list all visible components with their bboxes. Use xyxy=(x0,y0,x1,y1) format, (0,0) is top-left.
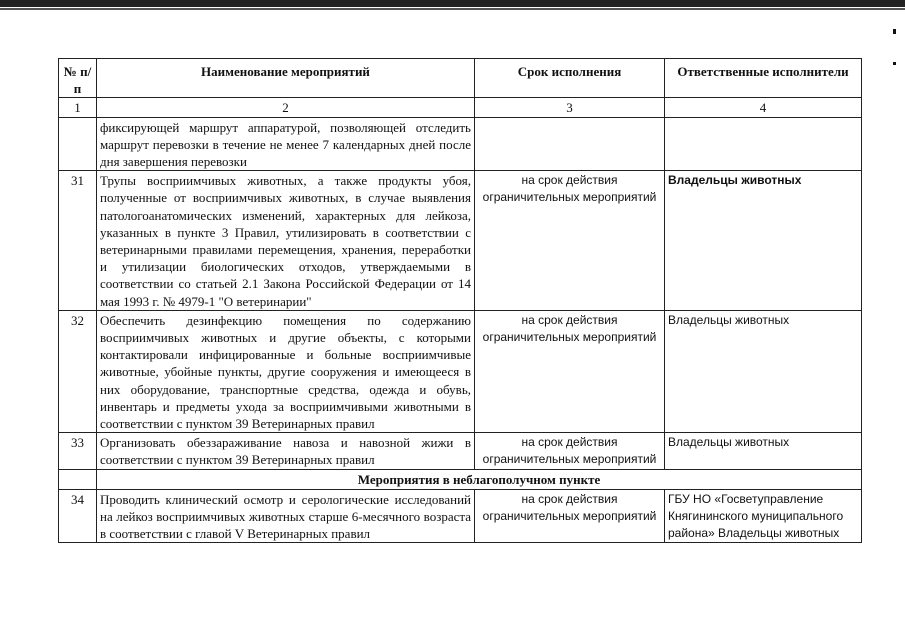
section-num-cell xyxy=(59,469,97,489)
table-header-row xyxy=(59,59,862,98)
col-number: 3 xyxy=(475,98,665,117)
table-row xyxy=(59,433,862,469)
section-title: Мероприятия в неблагополучном пункте xyxy=(97,469,862,489)
table-row xyxy=(59,310,862,432)
header-term: Срок исполнения xyxy=(475,59,665,98)
header-name: Наименование мероприятий xyxy=(97,59,475,98)
scan-mark xyxy=(893,62,896,65)
scan-top-border xyxy=(0,0,905,7)
measures-table xyxy=(58,58,862,543)
row-responsible: ГБУ НО «Госветуправление Княгининского муниципального района» Владельцы животных xyxy=(665,489,862,543)
row-num: 33 xyxy=(59,433,97,469)
table-row xyxy=(59,171,862,311)
row-num: 34 xyxy=(59,489,97,543)
col-number: 2 xyxy=(97,98,475,117)
row-measure: Проводить клинический осмотр и серологические исследований на лейкоз восприимчивых животных старше 6-месячного возраста в соответствии с главой V Ветеринарных правил xyxy=(97,489,475,543)
section-row xyxy=(59,469,862,489)
col-number: 4 xyxy=(665,98,862,117)
header-responsible: Ответственные исполнители xyxy=(665,59,862,98)
row-responsible xyxy=(665,117,862,171)
table-row xyxy=(59,117,862,171)
row-term: на срок действия ограничительных мероприятий xyxy=(475,433,665,469)
row-num xyxy=(59,117,97,171)
row-num: 31 xyxy=(59,171,97,311)
row-measure: фиксирующей маршрут аппаратурой, позволяющей отследить маршрут перевозки в течение не менее 7 календарных дней после дня завершения перевозки xyxy=(97,117,475,171)
scan-mark xyxy=(893,29,896,34)
row-measure: Обеспечить дезинфекцию помещения по содержанию восприимчивых животных и другие объекты, с которыми контактировали инфицированные и больные восприимчивые животные, убойные пункты, другие сооружения и имеющееся в них оборудование, транспортные средства, одежда и обувь, инвентарь и предметы ухода за восприимчивыми животными в соответствии с пунктом 39 Ветеринарных правил xyxy=(97,310,475,432)
row-measure: Трупы восприимчивых животных, а также продукты убоя, полученные от восприимчивых животных, в случае выявления патологоанатомических изменений, характерных для лейкоза, указанных в пункте 3 Правил, утилизировать в соответствии с ветеринарными правилами перемещения, хранения, переработки и утилизации биологических отходов, утверждаемыми в соответствии со статьей 2.1 Закона Российской Федерации от 14 мая 1993 г. № 4979-1 "О ветеринарии" xyxy=(97,171,475,311)
row-term: на срок действия ограничительных мероприятий xyxy=(475,310,665,432)
header-num: № п/п xyxy=(59,59,97,98)
row-responsible: Владельцы животных xyxy=(665,171,862,311)
row-responsible: Владельцы животных xyxy=(665,310,862,432)
row-responsible: Владельцы животных xyxy=(665,433,862,469)
column-number-row xyxy=(59,98,862,117)
row-term: на срок действия ограничительных мероприятий xyxy=(475,171,665,311)
scan-top-border-line xyxy=(0,8,905,10)
row-measure: Организовать обеззараживание навоза и навозной жижи в соответствии с пунктом 39 Ветеринарных правил xyxy=(97,433,475,469)
col-number: 1 xyxy=(59,98,97,117)
row-term: на срок действия ограничительных мероприятий xyxy=(475,489,665,543)
row-num: 32 xyxy=(59,310,97,432)
row-term xyxy=(475,117,665,171)
table-row xyxy=(59,489,862,543)
